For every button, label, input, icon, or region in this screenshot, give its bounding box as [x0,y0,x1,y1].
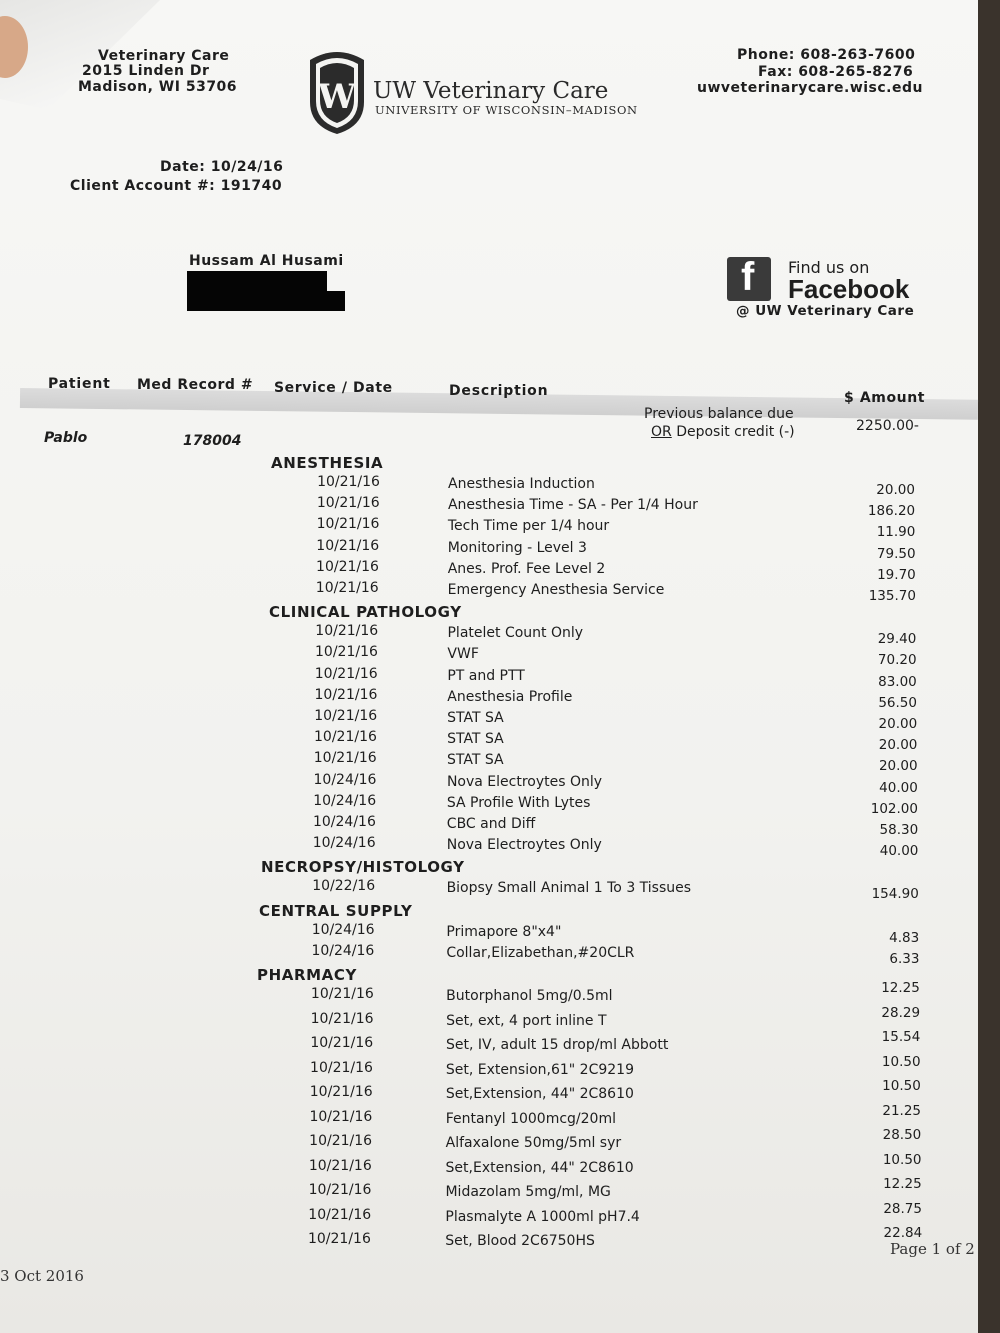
line-item-description: Collar,Elizabethan,#20CLR [446,944,635,961]
line-item-date: 10/24/16 [313,792,377,809]
section-title: ANESTHESIA [271,454,384,472]
line-item-amount: 20.00 [876,482,915,498]
line-item-description: Biopsy Small Animal 1 To 3 Tissues [446,880,692,897]
line-item-description: Set,Extension, 44" 2C8610 [445,1086,634,1102]
section-title: NECROPSY/HISTOLOGY [261,858,465,877]
line-item-date: 10/21/16 [308,1182,372,1198]
line-item-date: 10/22/16 [312,878,376,895]
client-account: Client Account #: 191740 [70,178,283,194]
line-item-date: 10/24/16 [311,942,375,959]
line-item-amount: 56.50 [878,694,917,711]
section-title: CENTRAL SUPPLY [259,901,413,920]
line-item-date: 10/21/16 [308,1206,372,1223]
line-item-amount: 40.00 [879,843,919,860]
line-item-description: Monitoring - Level 3 [447,539,587,556]
line-item-amount: 28.29 [881,1004,921,1021]
line-item-amount: 10.50 [882,1078,921,1094]
clinic-address-line-2: 2015 Linden Dr [82,63,210,79]
col-description: Description [449,383,549,399]
deposit-credit-label: OR Deposit credit (-) [651,424,795,440]
line-item-description: VWF [447,646,479,663]
line-item-description: PT and PTT [447,667,525,684]
line-item-amount: 29.40 [877,631,917,648]
line-item-date: 10/21/16 [315,580,379,596]
line-item-description: Platelet Count Only [447,625,584,642]
clinic-logo-name: UW Veterinary Care [373,78,609,104]
section-title: CLINICAL PATHOLOGY [269,603,462,622]
patient-name: Pablo [44,430,88,446]
line-item-description: Fentanyl 1000mcg/20ml [445,1110,616,1127]
page-number: Page 1 of 2 [890,1240,975,1258]
clinic-address-line-3: Madison, WI 53706 [78,79,238,95]
svg-text:W: W [317,77,357,117]
line-item-date: 10/21/16 [309,1108,373,1125]
line-item-date: 10/21/16 [314,708,378,724]
line-item-description: Anesthesia Induction [448,476,595,492]
line-item-description: Set, ext, 4 port inline T [446,1012,607,1029]
clinic-logo-subtitle: UNIVERSITY OF WISCONSIN–MADISON [375,103,638,117]
col-service-date: Service / Date [274,380,393,396]
line-item-amount: 40.00 [879,779,918,796]
line-item-date: 10/21/16 [310,1059,373,1076]
line-item-amount: 20.00 [878,758,918,775]
line-item-amount: 135.70 [868,588,916,604]
line-item-date: 10/21/16 [307,1231,371,1247]
facebook-handle: @ UW Veterinary Care [736,303,915,319]
line-item-description: Set, Extension,61" 2C9219 [445,1061,634,1078]
col-med-record: Med Record # [137,377,254,393]
patient-record: 178004 [183,433,242,449]
line-item-date: 10/21/16 [314,729,377,746]
line-item-description: Set, IV, adult 15 drop/ml Abbott [446,1037,669,1053]
line-item-date: 10/24/16 [312,814,376,830]
line-item-date: 10/21/16 [310,1035,374,1051]
line-item-amount: 6.33 [889,950,920,967]
line-item-amount: 28.50 [882,1127,922,1143]
line-item-amount: 19.70 [877,566,916,583]
line-item-date: 10/24/16 [312,835,376,852]
line-item-amount: 20.00 [878,737,918,754]
line-item-amount: 83.00 [878,673,917,690]
line-item-amount: 20.00 [878,716,918,732]
line-item-description: Midazolam 5mg/ml, MG [445,1184,611,1200]
invoice-date: Date: 10/24/16 [160,159,284,175]
line-item-amount: 21.25 [882,1102,922,1119]
line-item-date: 10/21/16 [309,1084,373,1100]
line-item-amount: 15.54 [881,1029,921,1045]
footer-date: 3 Oct 2016 [0,1267,84,1285]
previous-balance-label: Previous balance due [644,406,794,422]
line-item-date: 10/21/16 [316,516,380,533]
line-item-amount: 154.90 [871,886,919,903]
line-item-date: 10/21/16 [316,537,380,554]
line-item-description: STAT SA [447,710,504,726]
previous-balance-amount: 2250.00- [856,418,919,434]
line-item-description: Nova Electroytes Only [446,837,602,854]
line-item-date: 10/21/16 [313,750,377,767]
line-item-description: Anesthesia Time - SA - Per 1/4 Hour [447,497,698,514]
line-item-amount: 10.50 [882,1151,922,1168]
line-item-amount: 12.25 [881,980,920,996]
line-item-date: 10/21/16 [315,644,378,661]
facebook-brand: Facebook [788,274,910,304]
line-item-description: Primapore 8"x4" [446,923,562,940]
uw-crest-logo [306,46,368,136]
line-item-description: Anesthesia Profile [447,688,573,705]
clinic-phone: Phone: 608-263-7600 [737,47,916,63]
line-item-description: STAT SA [447,731,504,748]
line-item-amount: 58.30 [879,822,919,838]
line-item-amount: 12.25 [883,1176,922,1192]
line-item-date: 10/21/16 [309,1133,373,1149]
line-item-date: 10/21/16 [314,665,378,682]
line-item-date: 10/21/16 [310,1010,374,1027]
line-item-date: 10/24/16 [311,921,375,938]
line-item-date: 10/21/16 [317,474,380,490]
clinic-fax: Fax: 608-265-8276 [758,64,914,80]
line-item-description: STAT SA [447,752,504,769]
redaction-bar [187,291,345,311]
line-item-amount: 102.00 [870,800,918,817]
line-item-date: 10/21/16 [314,686,378,703]
line-item-date: 10/21/16 [310,986,374,1002]
section-title: PHARMACY [257,966,357,984]
line-item-description: SA Profile With Lytes [446,794,591,811]
line-item-description: Plasmalyte A 1000ml pH7.4 [445,1208,640,1225]
line-item-amount: 79.50 [876,545,916,562]
line-item-description: Tech Time per 1/4 hour [447,518,610,535]
line-item-amount: 10.50 [881,1053,921,1070]
line-item-description: Nova Electroytes Only [446,773,603,790]
line-item-date: 10/24/16 [313,771,377,788]
line-item-amount: 28.75 [883,1200,922,1217]
line-item-description: CBC and Diff [446,816,536,832]
line-item-amount: 4.83 [889,929,920,946]
line-item-date: 10/21/16 [316,558,379,575]
line-item-amount: 186.20 [867,503,916,520]
clinic-address-line-1: Veterinary Care [98,48,230,64]
facebook-find-text: Find us on [788,258,870,277]
line-item-description: Anes. Prof. Fee Level 2 [447,560,606,577]
line-item-amount: 11.90 [876,524,916,541]
line-item-description: Emergency Anesthesia Service [447,582,665,598]
line-item-date: 10/21/16 [316,495,380,512]
line-item-date: 10/21/16 [308,1157,372,1174]
line-item-description: Alfaxalone 50mg/5ml syr [445,1135,622,1151]
line-item-description: Set,Extension, 44" 2C8610 [445,1159,634,1176]
line-item-amount: 70.20 [877,652,917,669]
client-name: Hussam Al Husami [189,253,344,269]
redaction-bar [187,271,327,291]
clinic-website: uwveterinarycare.wisc.edu [697,80,923,96]
line-item-date: 10/21/16 [315,623,379,640]
line-item-description: Butorphanol 5mg/0.5ml [446,988,613,1004]
col-amount: $ Amount [844,390,926,406]
line-item-description: Set, Blood 2C6750HS [445,1233,595,1249]
facebook-icon: f [727,257,771,301]
line-item-amount: 22.84 [883,1225,923,1241]
col-patient: Patient [48,376,111,392]
